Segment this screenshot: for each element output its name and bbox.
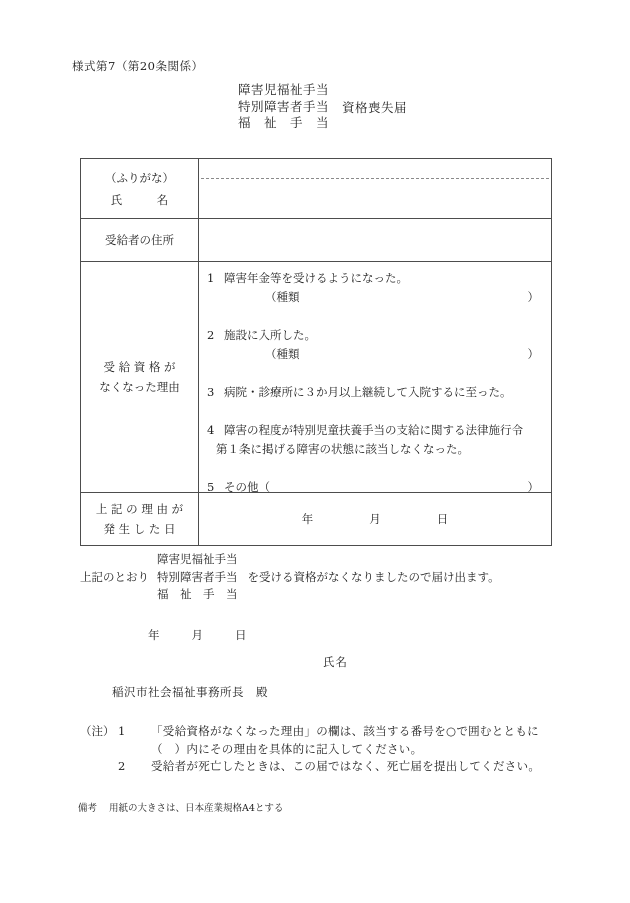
allowance-line-1: 障害児福祉手当: [238, 82, 330, 97]
reason-3-text: 病院・診療所に３か月以上継続して入院するに至った。: [224, 385, 512, 399]
table-row-name: [81, 159, 551, 218]
occurrence-date-label-line-1: 上 記 の 理 由 が: [95, 502, 184, 516]
allowance-line-2: 特別障害者手当: [238, 98, 330, 114]
reason-1-text: 障害年金等を受けるようになった。: [224, 271, 408, 285]
name-label: 氏 名: [110, 192, 169, 207]
table-row-occurrence-date: [81, 492, 551, 545]
month-label: 月: [369, 512, 381, 526]
reason-2-text: 施設に入所した。: [224, 328, 316, 342]
occurrence-date-label: [81, 493, 199, 545]
reason-4-text-line-1: 障害の程度が特別児童扶養手当の支給に関する法律施行令: [224, 423, 523, 437]
reason-5-number: 5: [207, 480, 215, 494]
day-label: 日: [436, 512, 449, 526]
address-row-label: [81, 219, 199, 261]
signature-name-label: 氏名: [323, 655, 348, 669]
reason-item-2: [207, 326, 539, 364]
furigana-label: （ふりがな）: [105, 170, 174, 185]
name-input-cell: [199, 159, 551, 218]
loss-notification-table: [80, 158, 552, 546]
reason-5-text: その他（: [224, 480, 270, 494]
paper-size-remark: [78, 800, 283, 814]
statement-allowance-line-1: 障害児福祉手当: [157, 552, 238, 566]
reason-5-close: ）: [527, 480, 539, 494]
reason-4-number: 4: [207, 423, 215, 437]
reason-item-1: [207, 269, 539, 307]
reason-item-3: [207, 383, 539, 402]
occurrence-date-cell: [199, 493, 551, 545]
reason-2-kind-close: ）: [527, 347, 539, 361]
name-row-label: [81, 159, 199, 218]
remark-text: 用紙の大きさは、日本産業規格A4とする: [109, 803, 284, 814]
addressee: 稲沢市社会福祉事務所長 殿: [112, 685, 268, 699]
table-row-address: [81, 218, 551, 261]
note-1-number: 1: [118, 724, 126, 738]
declaration-statement: [80, 551, 500, 604]
allowance-name-stack: [238, 82, 329, 132]
document-title: [238, 82, 407, 132]
statement-allowance-stack: [157, 551, 238, 604]
statement-suffix: を受ける資格がなくなりましたので届け出ます。: [247, 570, 500, 585]
submission-year-label: 年: [148, 628, 160, 642]
notes-section: [80, 723, 558, 776]
furigana-divider: [201, 178, 549, 179]
title-suffix: 資格喪失届: [342, 99, 408, 115]
note-2-line-1: 受給者が死亡したときは、この届ではなく、死亡届を提出してください。: [151, 759, 541, 774]
submission-month-label: 月: [191, 628, 203, 642]
occurrence-date-label-line-2: 発 生 し た 日: [103, 522, 176, 536]
reason-2-number: 2: [207, 328, 215, 342]
reason-4-text-line-2: 第１条に掲げる障害の状態に該当しなくなった。: [216, 442, 469, 456]
address-label: 受給者の住所: [105, 233, 174, 247]
allowance-line-3: 福 祉 手 当: [238, 115, 330, 130]
submission-day-label: 日: [235, 628, 247, 642]
spacer: [80, 741, 118, 759]
reason-1-kind-open: （種類: [265, 290, 300, 304]
reason-label-line-2: なくなった理由: [99, 380, 180, 394]
spacer: [118, 741, 151, 759]
note-1-line-2: （ ）内にその理由を具体的に記入してください。: [151, 741, 423, 756]
statement-allowance-line-3: 福 祉 手 当: [157, 587, 238, 601]
form-number: 様式第7（第20条関係）: [72, 59, 204, 73]
reason-item-4: [207, 421, 539, 459]
submission-date: [148, 627, 247, 643]
reason-3-number: 3: [207, 385, 215, 399]
year-label: 年: [301, 512, 314, 526]
reason-row-label: [81, 262, 199, 492]
reason-1-number: 1: [207, 271, 215, 285]
reason-1-kind-close: ）: [527, 290, 539, 304]
statement-allowance-line-2: 特別障害者手当: [157, 569, 238, 584]
statement-prefix: 上記のとおり: [80, 570, 149, 585]
reason-2-kind-open: （種類: [265, 347, 300, 361]
table-row-reason: [81, 261, 551, 492]
reason-label-line-1: 受 給 資 格 が: [103, 360, 176, 374]
reason-options-cell: [199, 262, 551, 492]
remark-label: 備考: [78, 803, 98, 814]
note-2-number: 2: [118, 759, 126, 774]
note-1-line-1: 「受給資格がなくなった理由」の欄は、該当する番号を○で囲むとともに: [151, 724, 539, 738]
notes-marker: （注）: [80, 724, 115, 738]
spacer: [80, 758, 118, 776]
address-input-cell: [199, 219, 551, 261]
